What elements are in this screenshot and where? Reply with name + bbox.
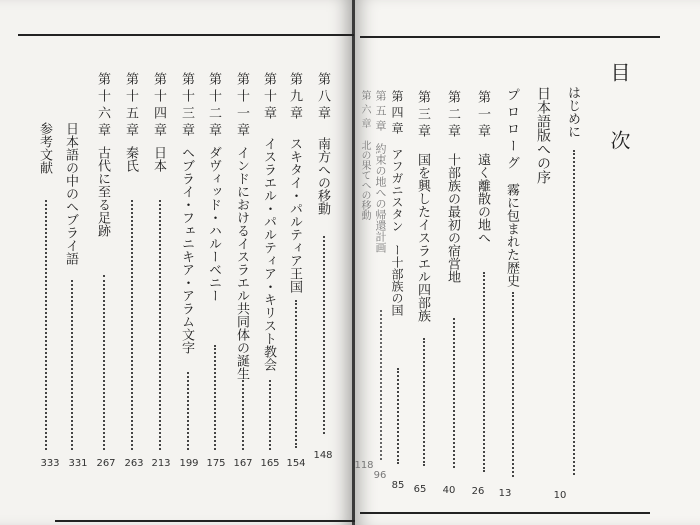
entry-title: 約束の地への帰還計画 [374, 143, 387, 253]
entry-title: イスラエル・パルティア・キリスト教会 [261, 137, 276, 371]
toc-entry-ch2 [446, 90, 459, 283]
toc-entry-ch16 [96, 72, 109, 237]
entry-number: 第二章 [445, 90, 460, 141]
dot-leader [423, 338, 425, 466]
toc-entry-ch5 [375, 90, 386, 253]
dot-leader [159, 200, 161, 450]
page-number: 199 [179, 458, 199, 469]
page-number: 26 [471, 486, 485, 497]
toc-entry-japanese-preface [536, 86, 550, 184]
page-number: 85 [391, 480, 405, 491]
toc-entry-hebrew-in-japanese [64, 122, 77, 265]
entry-title: ダヴィッド・ハルーベニー [206, 146, 221, 302]
dot-leader [45, 200, 47, 450]
entry-title: インドにおけるイスラエル共同体の誕生 [234, 146, 249, 380]
entry-number: 第九章 [287, 72, 302, 123]
entry-title: 日本語版への序 [535, 86, 551, 184]
entry-title: 北の果てへの移動 [359, 140, 370, 220]
page-number: 267 [96, 458, 116, 469]
toc-entry-ch13 [180, 72, 193, 354]
entry-number: 第一章 [475, 90, 490, 141]
entry-title: 秦氏 [123, 146, 138, 172]
entry-number: プロローグ [504, 88, 519, 173]
toc-entry-ch6 [359, 90, 369, 220]
entry-number: 第十四章 [151, 72, 166, 140]
dot-leader [103, 275, 105, 450]
page-number: 118 [354, 460, 374, 471]
page-number: 96 [373, 470, 387, 481]
entry-number: 第八章 [315, 72, 330, 123]
entry-title: ヘブライ・フェニキア・アラム文字 [179, 146, 194, 354]
page-number: 148 [313, 450, 333, 461]
page-number: 175 [206, 458, 226, 469]
bottom-rule-right [360, 512, 650, 514]
entry-number: 第十二章 [206, 72, 221, 140]
top-rule-right [360, 36, 660, 38]
page-number: 40 [442, 485, 456, 496]
dot-leader [380, 310, 382, 460]
entry-number: 第四章 [390, 90, 404, 138]
toc-heading: 目 次 [607, 62, 631, 164]
entry-title: 遠く離散の地へ [475, 153, 490, 244]
dot-leader [131, 200, 133, 450]
entry-number: 第十一章 [234, 72, 249, 140]
page-number: 154 [286, 458, 306, 469]
entry-title: 古代に至る足跡 [95, 146, 110, 237]
entry-title: スキタイ・パルティア王国 [287, 137, 302, 293]
toc-entry-ch12 [207, 72, 220, 302]
dot-leader [397, 368, 399, 464]
dot-leader [453, 318, 455, 468]
page-number: 165 [260, 458, 280, 469]
toc-entry-ch10 [262, 72, 275, 371]
toc-entry-references [38, 122, 51, 174]
entry-number: 第十章 [261, 72, 276, 123]
dot-leader [214, 345, 216, 450]
entry-number: 第十六章 [95, 72, 110, 140]
entry-title: 南方への移動 [315, 137, 330, 215]
toc-entry-ch4 [391, 90, 403, 316]
bottom-rule-left [55, 520, 355, 522]
entry-title: 日本 [151, 146, 166, 172]
dot-leader [323, 236, 325, 434]
toc-entry-ch8 [316, 72, 329, 215]
page-number: 331 [68, 458, 88, 469]
page-number: 333 [40, 458, 60, 469]
dot-leader [573, 150, 575, 475]
page-number: 263 [124, 458, 144, 469]
entry-title: はじめに [565, 86, 580, 138]
entry-title: 参考文献 [37, 122, 52, 174]
page-number: 213 [151, 458, 171, 469]
right-page [355, 0, 700, 525]
dot-leader [483, 272, 485, 472]
page-number: 10 [553, 490, 567, 501]
entry-number: 第六章 [359, 90, 370, 132]
entry-title: 日本語の中のヘブライ語 [63, 122, 78, 265]
toc-entry-ch3 [416, 90, 429, 322]
entry-number: 第十五章 [123, 72, 138, 140]
entry-number: 第五章 [374, 90, 387, 135]
dot-leader [512, 292, 514, 477]
dot-leader [242, 380, 244, 450]
entry-title: アフガニスタン ー十部族の国 [390, 148, 404, 316]
entry-title: 十部族の最初の宿営地 [445, 153, 460, 283]
entry-title: 霧に包まれた歴史 [504, 183, 519, 287]
entry-number: 第三章 [415, 90, 430, 141]
dot-leader [295, 300, 297, 448]
page-number: 167 [233, 458, 253, 469]
toc-entry-ch9 [288, 72, 301, 293]
dot-leader [187, 372, 189, 450]
top-rule-left [18, 34, 354, 36]
toc-entry-ch15 [124, 72, 137, 172]
entry-title: 国を興したイスラエル四部族 [415, 153, 430, 322]
entry-number: 第十三章 [179, 72, 194, 140]
dot-leader [71, 280, 73, 450]
toc-entry-ch1 [476, 90, 489, 244]
toc-entry-ch14 [152, 72, 165, 172]
toc-entry-hajimeni [566, 86, 579, 138]
page-number: 13 [498, 488, 512, 499]
dot-leader [269, 380, 271, 450]
toc-entry-ch11 [235, 72, 248, 380]
toc-entry-prologue [505, 88, 518, 287]
page-number: 65 [413, 484, 427, 495]
